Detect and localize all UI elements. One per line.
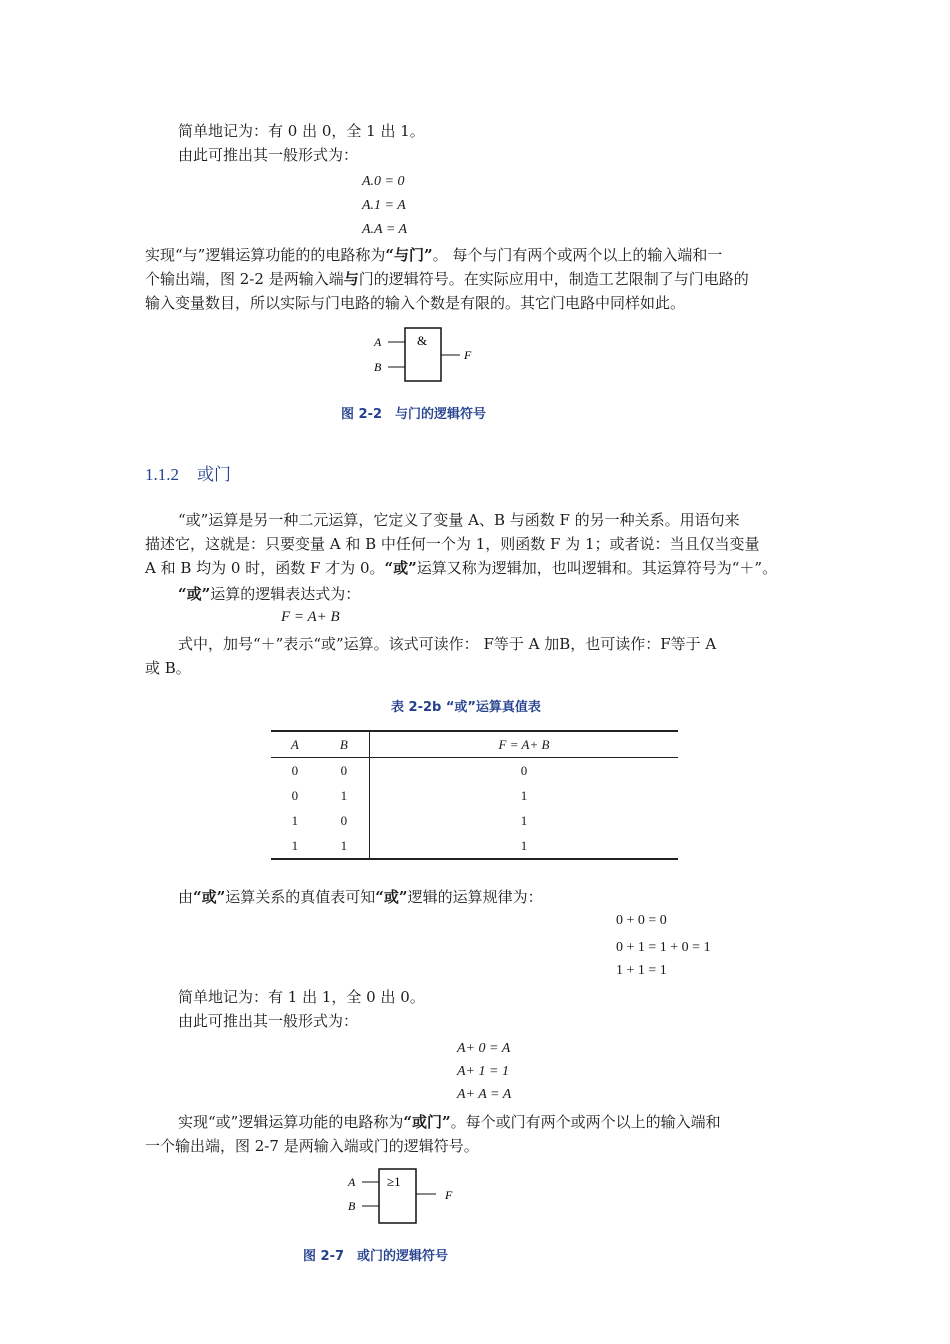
truth-table	[271, 730, 678, 860]
equation: 0 + 1 = 1 + 0 = 1	[616, 940, 711, 955]
gate-input-a: A	[374, 335, 382, 349]
text-line: 个输出端，图 2-2 是两输入端与门的逻辑符号。在实际应用中，制造工艺限制了与门电路的	[145, 270, 749, 288]
table-cell: 1	[369, 808, 678, 833]
equation: A+ A = A	[457, 1087, 512, 1102]
table-row	[271, 758, 678, 784]
table-header: B	[339, 736, 348, 752]
gate-input-b: B	[374, 360, 382, 374]
gate-symbol-label: &	[417, 333, 428, 348]
section-heading	[145, 460, 249, 485]
text-line: 或 B。	[145, 659, 191, 677]
table-caption: 表 2-2b “或”运算真值表	[391, 700, 541, 715]
equation: 1 + 1 = 1	[616, 963, 667, 978]
table-header: F = A+ B	[369, 731, 678, 758]
table-cell: 0	[340, 812, 348, 828]
gate-symbol-label: ≥1	[387, 1174, 401, 1189]
text-line: “或”运算是另一种二元运算，它定义了变量 A、B 与函数 F 的另一种关系。用语句来	[178, 511, 740, 529]
text-line: 式中，加号“＋”表示“或”运算。该式可读作： F等于 A 加B，也可读作：F等于 A	[178, 635, 717, 653]
figure-caption: 图 2-2 与门的逻辑符号	[341, 407, 487, 422]
table-cell: 0	[340, 762, 348, 778]
table-cell: 1	[271, 833, 319, 859]
equation: A+ 1 = 1	[457, 1064, 509, 1079]
and-gate-symbol	[368, 322, 488, 388]
table-row	[271, 833, 678, 859]
text-line: 描述它，这就是：只要变量 A 和 B 中任何一个为 1，则函数 F 为 1；或者说：当且仅当变量	[145, 535, 760, 553]
text-line: 一个输出端，图 2-7 是两输入端或门的逻辑符号。	[145, 1137, 479, 1155]
text-line: 简单地记为：有 0 出 0，全 1 出 1。	[178, 122, 425, 140]
table-row	[271, 783, 678, 808]
table-header-row	[271, 731, 678, 758]
equation: A.A = A	[362, 222, 408, 237]
table-cell: 1	[319, 833, 370, 859]
text-line: 输入变量数目，所以实际与门电路的输入个数是有限的。其它门电路中同样如此。	[145, 294, 686, 312]
table-cell: 0	[291, 762, 299, 778]
table-cell: 1	[291, 812, 299, 828]
text-line: “或”运算的逻辑表达式为：	[178, 585, 361, 603]
gate-input-b: B	[348, 1199, 356, 1213]
text-line: 实现“或”逻辑运算功能的电路称为“或门”。每个或门有两个或两个以上的输入端和	[178, 1113, 721, 1131]
table-cell: 0	[291, 787, 299, 803]
gate-output: F	[464, 348, 472, 362]
equation: F = A+ B	[281, 609, 340, 625]
table-header: A	[290, 736, 299, 752]
or-gate-symbol	[342, 1164, 472, 1230]
table-cell: 1	[340, 787, 348, 803]
figure-caption: 图 2-7 或门的逻辑符号	[303, 1249, 449, 1264]
text-line: 由此可推出其一般形式为：	[178, 146, 359, 164]
table-cell: 1	[369, 833, 678, 859]
text-line: 由“或”运算关系的真值表可知“或”逻辑的运算规律为：	[178, 888, 543, 906]
equation: A.1 = A	[362, 198, 406, 213]
equation: A.0 = 0	[362, 174, 405, 189]
section-number: 1.1.2	[145, 465, 179, 484]
text-line: 由此可推出其一般形式为：	[178, 1012, 359, 1030]
gate-input-a: A	[348, 1175, 356, 1189]
gate-output: F	[445, 1188, 453, 1202]
text-line: 简单地记为：有 1 出 1，全 0 出 0。	[178, 988, 425, 1006]
section-title: 或门	[197, 465, 231, 484]
equation: A+ 0 = A	[457, 1041, 511, 1056]
table-cell: 1	[369, 783, 678, 808]
table-cell: 0	[369, 758, 678, 784]
text-line: A 和 B 均为 0 时，函数 F 才为 0。“或”运算又称为逻辑加，也叫逻辑和。其运算符号为“＋”。	[145, 559, 778, 577]
text-line: 实现“与”逻辑运算功能的的电路称为“与门”。 每个与门有两个或两个以上的输入端和一	[145, 246, 723, 264]
table-row	[271, 808, 678, 833]
equation: 0 + 0 = 0	[616, 913, 667, 928]
